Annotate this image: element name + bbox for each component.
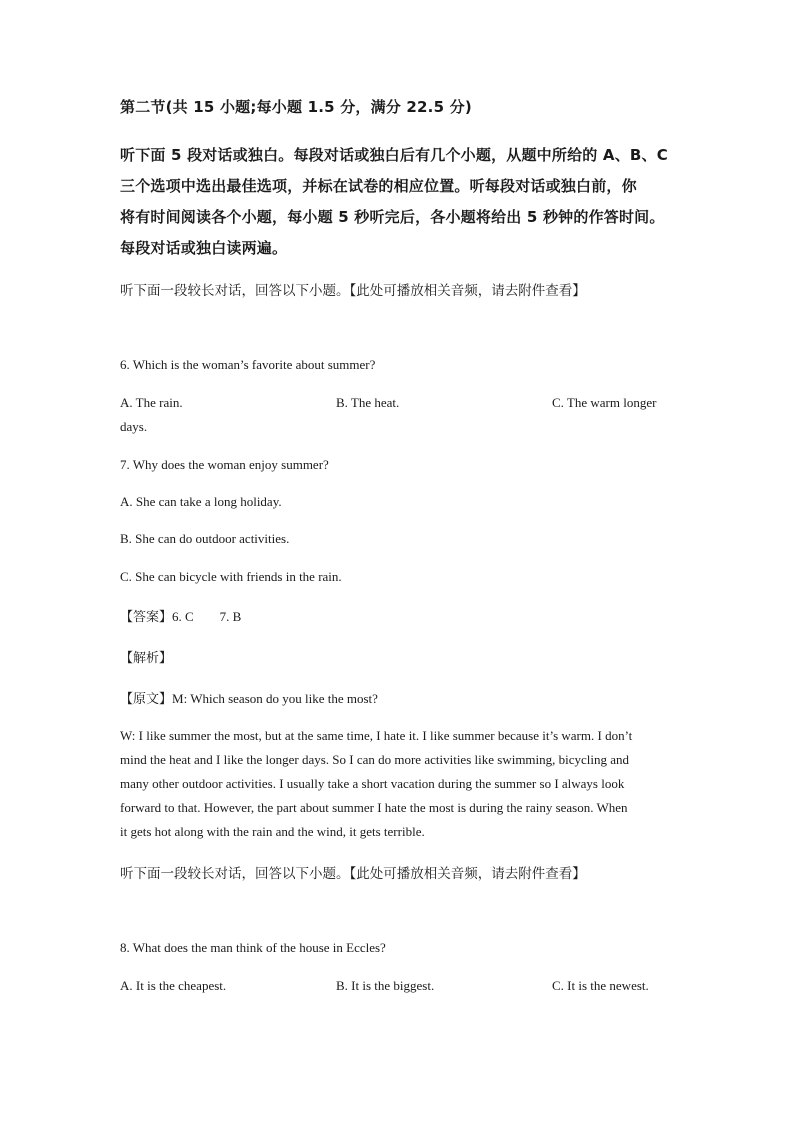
- transcript-line: it gets hot along with the rain and the wind, it gets terrible.: [120, 824, 425, 839]
- instruction-line: 将有时间阅读各个小题，每小题 5 秒听完后，各小题将给出 5 秒钟的作答时间。: [120, 208, 665, 226]
- option-a: A. She can take a long holiday.: [120, 494, 282, 509]
- transcript-line: many other outdoor activities. I usually take a short vacation during the summer so I always look: [120, 776, 625, 791]
- transcript-m-line: [120, 688, 680, 707]
- question-6: 6. Which is the woman’s favorite about summer?: [120, 357, 376, 372]
- question-7: 7. Why does the woman enjoy summer?: [120, 457, 329, 472]
- option-c-wrap: days.: [120, 419, 148, 434]
- transcript-label: 【原文】: [120, 692, 173, 707]
- option-b: B. She can do outdoor activities.: [120, 531, 290, 546]
- option-a: A. It is the cheapest.: [120, 978, 227, 993]
- answer-values: 6. C 7. B: [172, 609, 242, 624]
- answer-line: [120, 606, 680, 625]
- option-a: A. The rain.: [120, 395, 183, 410]
- section-instructions: [120, 140, 680, 264]
- answer-label: 【答案】: [120, 610, 173, 625]
- option-c: C. It is the newest.: [552, 978, 649, 993]
- option-b: B. It is the biggest.: [336, 978, 435, 993]
- transcript-line: mind the heat and I like the longer days. So I can do more activities like swimming, bicycling and: [120, 752, 630, 767]
- option-b: B. The heat.: [336, 395, 400, 410]
- instruction-line: 每段对话或独白读两遍。: [120, 239, 288, 257]
- option-c: C. She can bicycle with friends in the rain.: [120, 569, 342, 584]
- transcript-m: M: Which season do you like the most?: [172, 691, 378, 706]
- transcript-line: forward to that. However, the part about summer I hate the most is during the rainy season. When: [120, 800, 628, 815]
- transcript-w: [120, 724, 690, 844]
- question-8: 8. What does the man think of the house in Eccles?: [120, 940, 386, 955]
- analysis-label: 【解析】: [120, 651, 173, 666]
- option-c: C. The warm longer: [552, 395, 657, 410]
- section-title: 第二节(共 15 小题;每小题 1.5 分，满分 22.5 分): [120, 98, 472, 116]
- listen-note: 听下面一段较长对话，回答以下小题。【此处可播放相关音频，请去附件查看】: [120, 283, 586, 299]
- listen-note: 听下面一段较长对话，回答以下小题。【此处可播放相关音频，请去附件查看】: [120, 866, 586, 882]
- transcript-line: W: I like summer the most, but at the same time, I hate it. I like summer because it’s warm. I don’t: [120, 728, 633, 743]
- instruction-line: 听下面 5 段对话或独白。每段对话或独白后有几个小题，从题中所给的 A、B、C: [120, 146, 668, 164]
- instruction-line: 三个选项中选出最佳选项，并标在试卷的相应位置。听每段对话或独白前，你: [120, 177, 637, 195]
